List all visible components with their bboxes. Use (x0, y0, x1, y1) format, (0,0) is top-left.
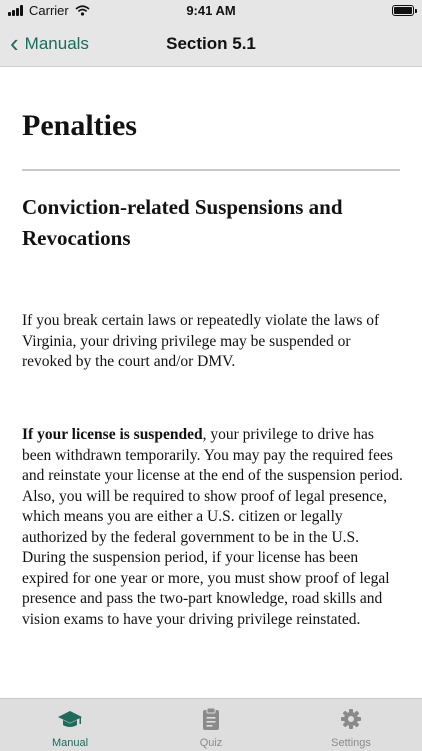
section-heading: Penalties (22, 109, 137, 142)
tab-settings-label: Settings (331, 737, 371, 749)
tab-settings[interactable] (281, 699, 421, 751)
tab-manual-label: Manual (51, 737, 89, 749)
graduation-cap-icon (57, 707, 83, 731)
carrier-label: Carrier (29, 3, 69, 18)
status-time: 9:41 AM (186, 3, 236, 18)
manual-content[interactable] (0, 67, 422, 698)
status-bar (0, 0, 422, 22)
chevron-left-icon: ‹ (10, 27, 19, 58)
back-button[interactable] (10, 22, 89, 66)
tab-quiz-label: Quiz (199, 737, 223, 749)
navigation-bar (0, 22, 422, 67)
paragraph-body: , your privilege to drive has been withdrawn temporarily. You may pay the required fees and reinstate your license at the end of the suspension period. Also, you will be required to show proof of legal presence, which means you are either a U.S. citizen or legally authorized by the federal government to be in the U.S. During the suspension period, if your license has been expired for one year or more, you must show proof of legal presence and pass the two-part knowledge, road skills and vision exams to have your driving privilege reinstated. (22, 426, 403, 628)
paragraph-suspension (22, 425, 404, 630)
back-button-label: Manuals (24, 34, 89, 53)
paragraph-bold-lead: If your license is suspended (22, 426, 203, 443)
page-title: Section 5.1 (166, 34, 256, 53)
clipboard-icon (201, 707, 221, 731)
tab-bar (0, 698, 422, 751)
tab-manual[interactable] (0, 699, 140, 751)
battery-icon (392, 5, 414, 16)
paragraph-intro: If you break certain laws or repeatedly violate the laws of Virginia, your driving privilege may be suspended or revoked by the court and/or DMV. (22, 312, 380, 370)
subsection-heading: Conviction-related Suspensions and Revocations (22, 195, 343, 250)
gear-icon (340, 707, 362, 731)
heading-divider (22, 169, 400, 171)
tab-quiz[interactable] (141, 699, 281, 751)
